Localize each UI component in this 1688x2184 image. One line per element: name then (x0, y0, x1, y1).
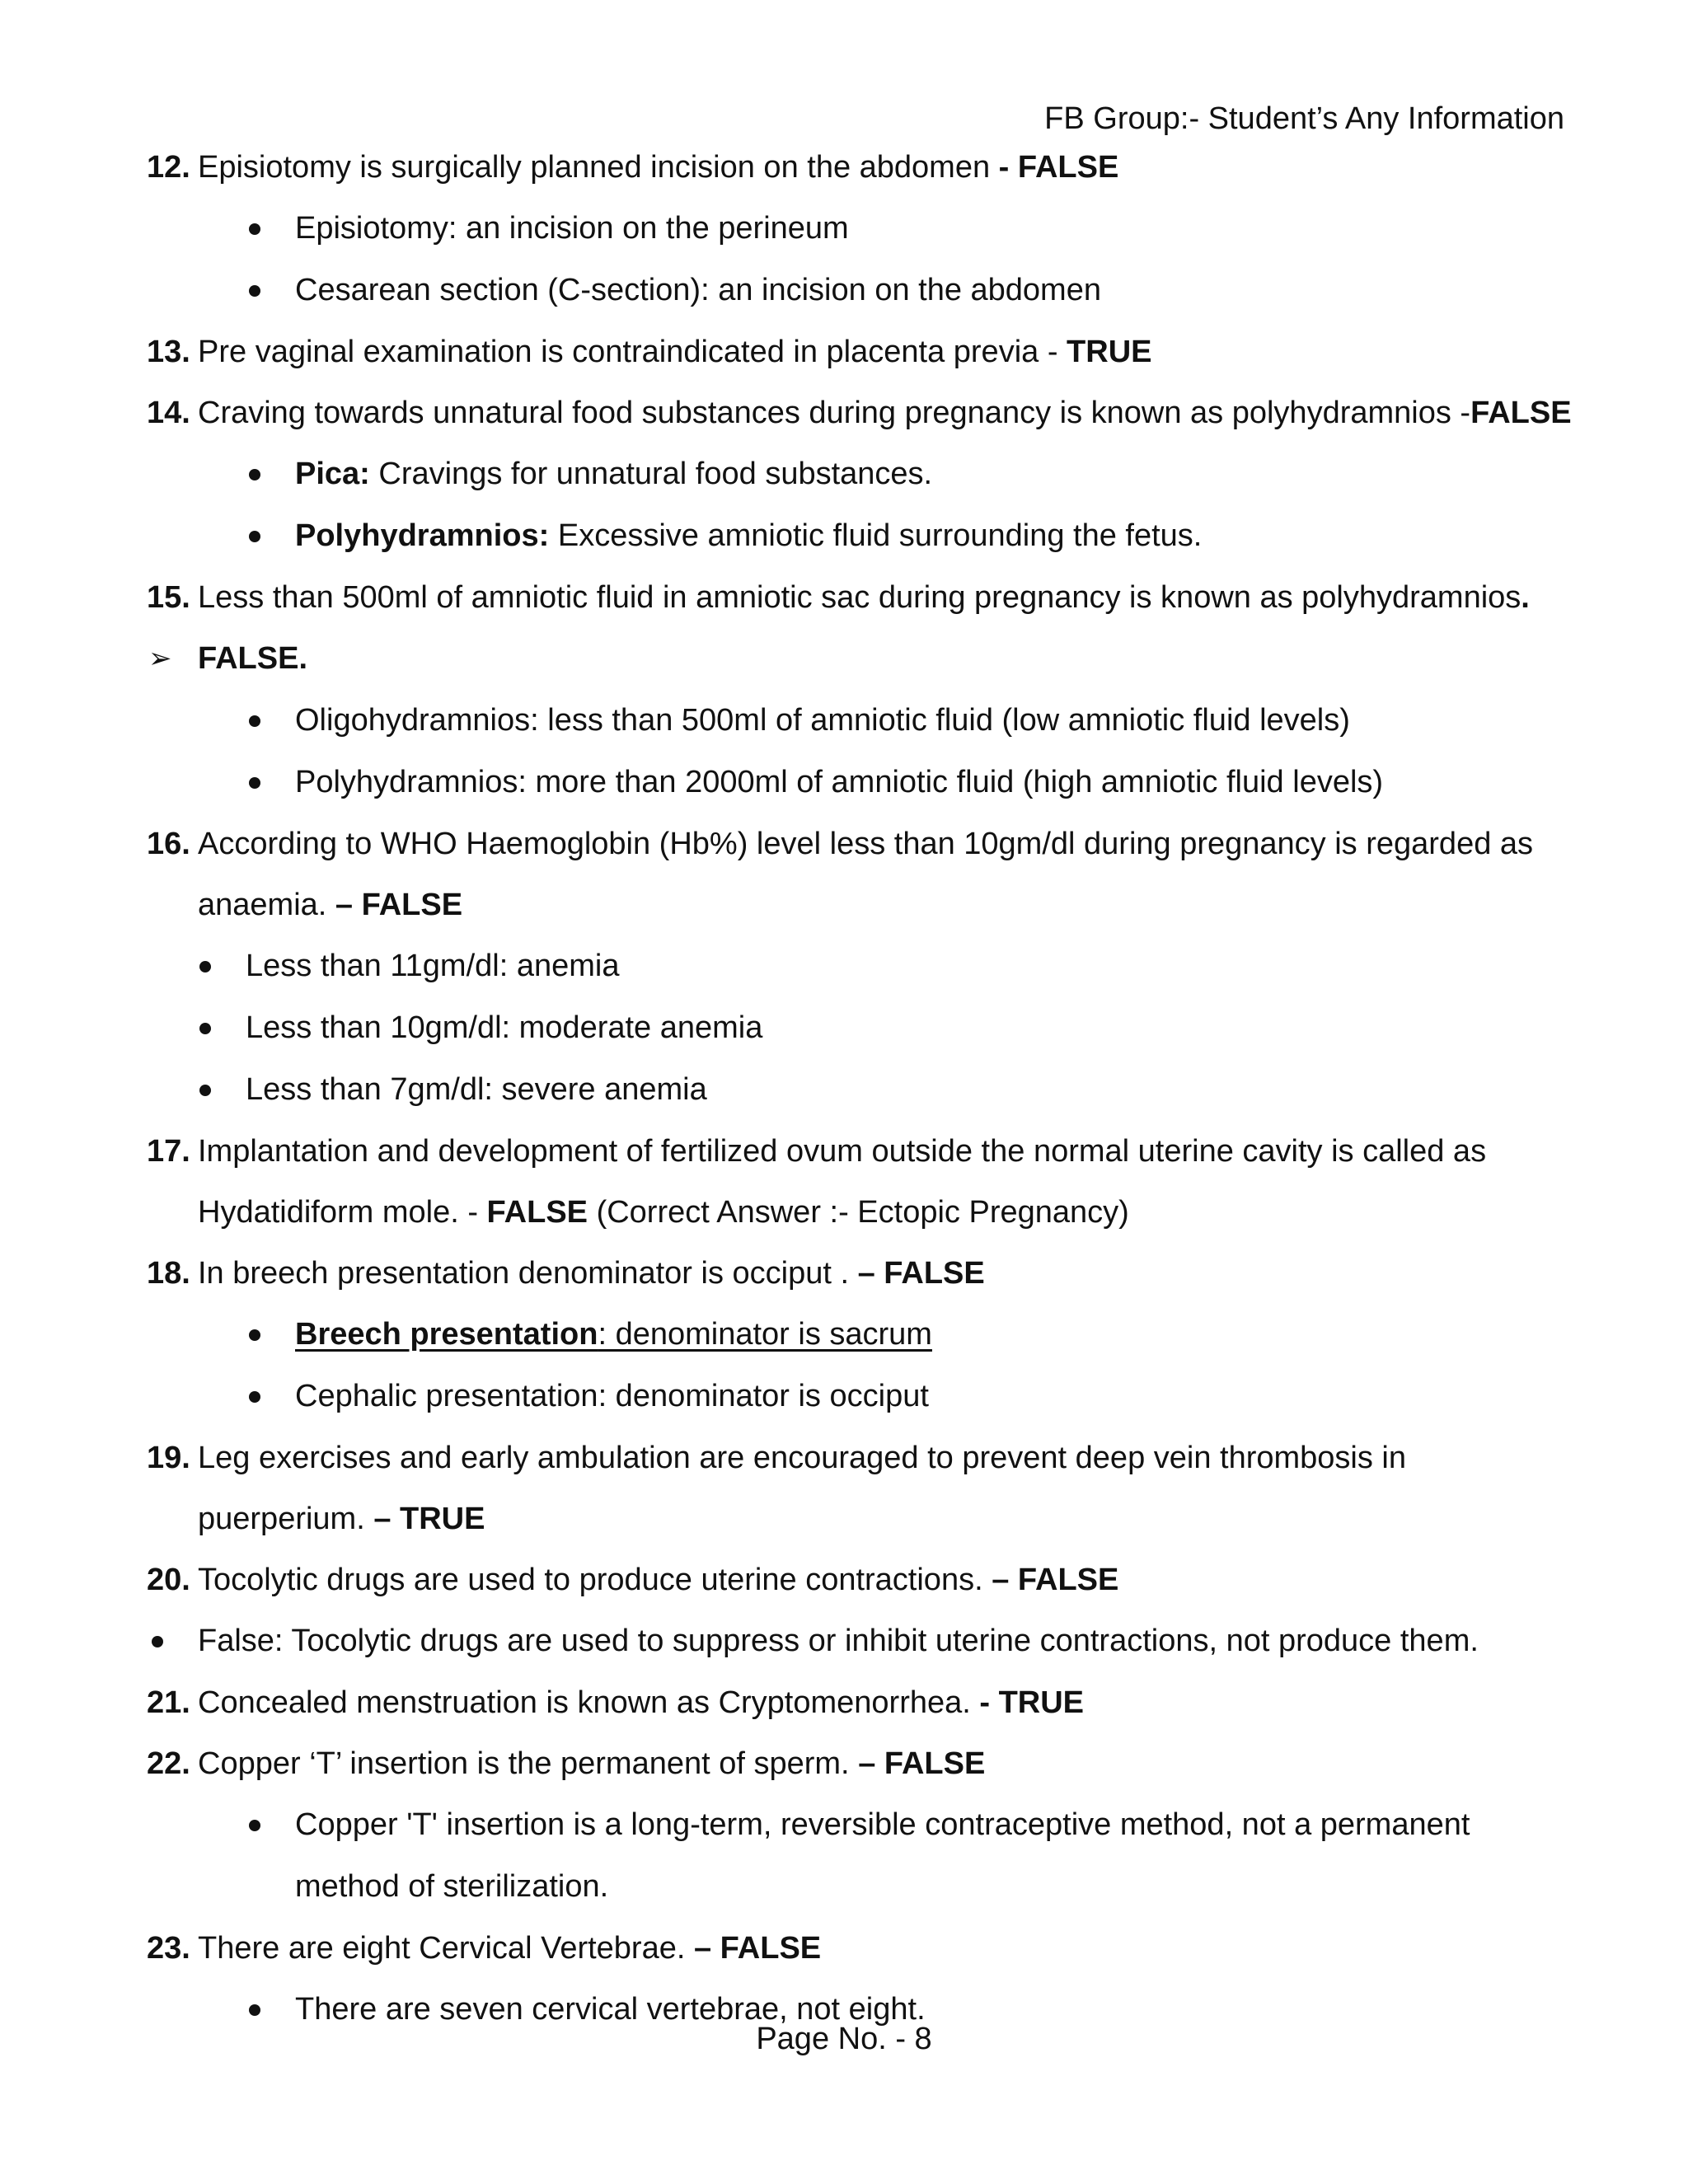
bullet-text: Cravings for unnatural food substances. (369, 457, 933, 491)
bullet-icon (152, 1636, 163, 1647)
bullet-icon (249, 2004, 260, 2016)
question-number: 19. (147, 1441, 190, 1475)
arrow-right-icon: ➢ (148, 643, 172, 674)
question-answer: TRUE (1057, 335, 1152, 369)
bullet-icon (249, 469, 260, 480)
bullet-text: method of sterilization. (295, 1869, 609, 1904)
question-text: There are eight Cervical Vertebrae. (198, 1931, 694, 1966)
bullet-text: Oligohydramnios: less than 500ml of amniotic fluid (low amniotic fluid levels) (295, 703, 1350, 738)
list-item (147, 1059, 1581, 1121)
question-text: Concealed menstruation is known as Cryptomenorrhea. (198, 1685, 980, 1720)
bullet-icon (249, 715, 260, 727)
question-17-continued (147, 1182, 1581, 1243)
list-item (147, 1304, 1581, 1366)
bullet-icon (199, 1085, 211, 1096)
question-number: 16. (147, 827, 190, 861)
question-answer: - TRUE (979, 1685, 1085, 1720)
answer-arrow-item (147, 628, 1581, 690)
bullet-text: False: Tocolytic drugs are used to suppress or inhibit uterine contractions, not produce them. (198, 1624, 1479, 1658)
question-text: Implantation and development of fertilized ovum outside the normal uterine cavity is called as (198, 1134, 1487, 1169)
list-item (147, 1610, 1581, 1672)
bullet-icon (249, 1329, 260, 1341)
question-number: 12. (147, 150, 190, 185)
bullet-icon (249, 285, 260, 297)
question-number: 21. (147, 1685, 190, 1720)
question-14 (147, 382, 1581, 443)
question-21 (147, 1672, 1581, 1733)
list-item (147, 505, 1581, 567)
bullet-text: There are seven cervical vertebrae, not eight. (295, 1992, 926, 2027)
question-text: Hydatidiform mole. - (198, 1195, 487, 1230)
question-answer: – FALSE (335, 888, 463, 922)
question-text: Copper ‘T’ insertion is the permanent of sperm. (198, 1746, 859, 1781)
question-16 (147, 813, 1581, 874)
question-number: 23. (147, 1931, 190, 1966)
list-item (147, 997, 1581, 1059)
question-19 (147, 1427, 1581, 1488)
question-answer: FALSE (1470, 396, 1572, 430)
list-item (147, 1366, 1581, 1427)
question-text: In breech presentation denominator is occiput . (198, 1256, 858, 1291)
bullet-icon (249, 531, 260, 542)
bullet-text: Excessive amniotic fluid surrounding the fetus. (549, 518, 1203, 553)
page-content (147, 137, 1581, 2041)
question-number: 20. (147, 1563, 190, 1597)
bullet-text: Less than 11gm/dl: anemia (246, 949, 620, 983)
bullet-text: Cephalic presentation: denominator is occiput (295, 1379, 929, 1413)
bullet-term: Pica: (295, 457, 370, 491)
question-22 (147, 1733, 1581, 1794)
question-number: 13. (147, 335, 190, 369)
bullet-text: Less than 7gm/dl: severe anemia (246, 1072, 707, 1107)
page-header: FB Group:- Student’s Any Information (1044, 101, 1564, 136)
question-number: 18. (147, 1256, 190, 1291)
question-12 (147, 137, 1581, 198)
question-number: 17. (147, 1134, 190, 1169)
question-15 (147, 567, 1581, 628)
question-number: 22. (147, 1746, 190, 1781)
list-item (147, 260, 1581, 321)
bullet-icon (249, 777, 260, 789)
question-16-continued (147, 874, 1581, 935)
list-item (147, 443, 1581, 505)
bullet-icon (249, 1820, 260, 1831)
question-number: 15. (147, 580, 190, 615)
question-text: Episiotomy is surgically planned incision on the abdomen (198, 150, 999, 185)
list-item (147, 935, 1581, 997)
list-item-continued (147, 1856, 1581, 1918)
bullet-icon (199, 961, 211, 972)
page-number: Page No. - 8 (756, 2022, 932, 2056)
question-number: 14. (147, 396, 190, 430)
list-item (147, 752, 1581, 813)
bullet-text: Episiotomy: an incision on the perineum (295, 211, 849, 246)
list-item (147, 198, 1581, 260)
question-19-continued (147, 1488, 1581, 1549)
question-text: Leg exercises and early ambulation are encouraged to prevent deep vein thrombosis in (198, 1441, 1407, 1475)
question-answer: – FALSE (992, 1563, 1119, 1597)
question-answer: FALSE. (198, 641, 308, 676)
question-20 (147, 1549, 1581, 1610)
bullet-text: Polyhydramnios: more than 2000ml of amniotic fluid (high amniotic fluid levels) (295, 765, 1384, 799)
bullet-term: Breech presentation (295, 1317, 598, 1352)
bullet-icon (249, 1391, 260, 1403)
question-answer: - FALSE (998, 150, 1119, 185)
question-13 (147, 321, 1581, 382)
question-text: Pre vaginal examination is contraindicated in placenta previa - (198, 335, 1058, 369)
bullet-text: Copper 'T' insertion is a long-term, reversible contraceptive method, not a permanent (295, 1807, 1470, 1842)
correct-answer-note: (Correct Answer :- Ectopic Pregnancy) (588, 1195, 1129, 1230)
question-23 (147, 1918, 1581, 1979)
question-text: puerperium. (198, 1502, 374, 1536)
question-text: Less than 500ml of amniotic fluid in amniotic sac during pregnancy is known as polyhydramnios (198, 580, 1522, 615)
question-answer: – TRUE (373, 1502, 485, 1536)
question-17 (147, 1121, 1581, 1182)
bullet-icon (249, 223, 260, 235)
question-text: Craving towards unnatural food substances during pregnancy is known as polyhydramnios - (198, 396, 1471, 430)
question-answer: FALSE (486, 1195, 588, 1230)
bullet-icon (199, 1023, 211, 1034)
question-text: anaemia. (198, 888, 335, 922)
bullet-text: Less than 10gm/dl: moderate anemia (246, 1010, 763, 1045)
list-item (147, 690, 1581, 752)
bullet-text: : denominator is sacrum (598, 1317, 932, 1352)
bullet-text: Cesarean section (C-section): an incision on the abdomen (295, 273, 1101, 307)
question-18 (147, 1243, 1581, 1304)
question-answer: – FALSE (693, 1931, 822, 1966)
question-period: . (1521, 580, 1530, 615)
question-text: Tocolytic drugs are used to produce uterine contractions. (198, 1563, 992, 1597)
bullet-term: Polyhydramnios: (295, 518, 550, 553)
list-item (147, 1794, 1581, 1856)
question-answer: – FALSE (858, 1746, 986, 1781)
question-text: According to WHO Haemoglobin (Hb%) level less than 10gm/dl during pregnancy is regarded as (198, 827, 1534, 861)
question-answer: – FALSE (857, 1256, 985, 1291)
